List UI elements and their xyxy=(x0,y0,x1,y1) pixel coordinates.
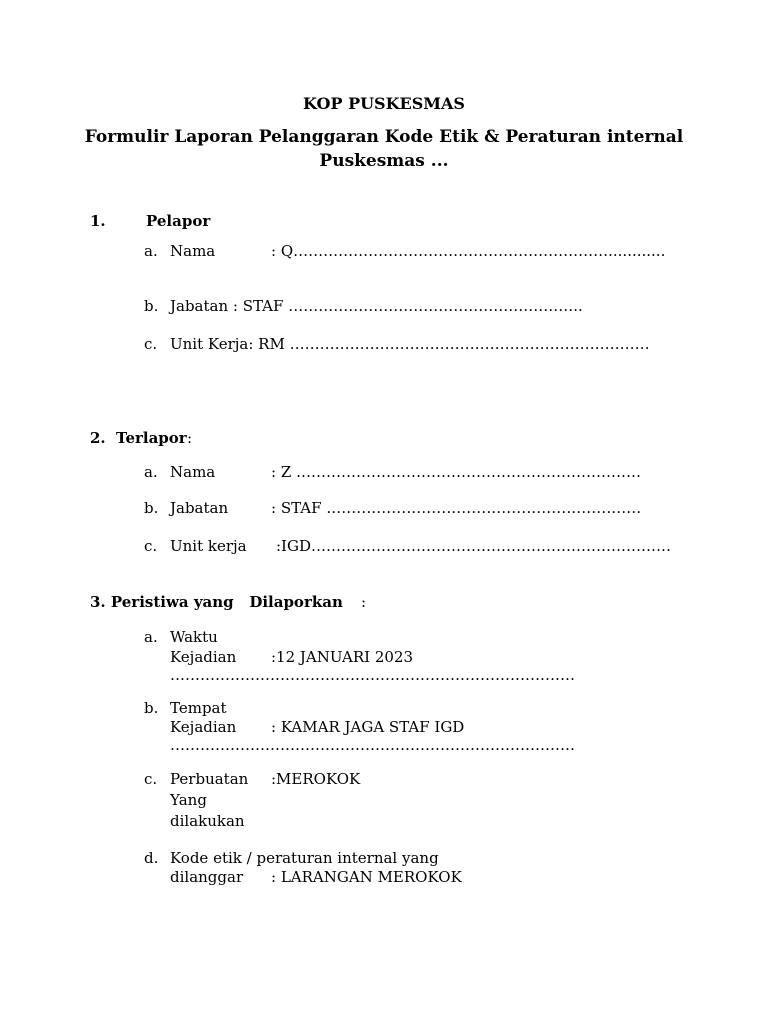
s3-item-a-letter: a. xyxy=(144,628,158,646)
section2-heading: Terlapor xyxy=(116,429,187,447)
s1-item-a-letter: a. xyxy=(144,242,158,260)
s3-waktu-dots: ……………………………………………………………………… xyxy=(170,666,575,684)
s2-jabatan-value: : STAF ……………………………………………………… xyxy=(271,499,642,517)
section1-number: 1. xyxy=(90,212,106,230)
s3-waktu-kejadian-label: Kejadian xyxy=(170,648,237,666)
s1-item-c-letter: c. xyxy=(144,335,158,353)
section1-heading: Pelapor xyxy=(146,212,211,230)
s3-tempat-value: : KAMAR JAGA STAF IGD xyxy=(271,718,465,736)
section2-colon: : xyxy=(187,429,193,447)
s1-nama-label: Nama xyxy=(170,242,216,260)
s1-jabatan: Jabatan : STAF ………………………………………………….. xyxy=(170,297,583,315)
s3-item-b-letter: b. xyxy=(144,699,159,717)
s3-waktu-value: :12 JANUARI 2023 xyxy=(271,648,414,666)
s2-nama-label: Nama xyxy=(170,463,216,481)
s2-item-a-letter: a. xyxy=(144,463,158,481)
s3-perbuatan-label: Perbuatan xyxy=(170,770,249,788)
s3-tempat: Tempat xyxy=(170,699,227,717)
form-title-line2: Puskesmas ... xyxy=(319,151,449,171)
s2-nama-value: : Z …………………………………………………………… xyxy=(271,463,642,481)
s2-item-c-letter: c. xyxy=(144,537,158,555)
section3-heading: 3. Peristiwa yang Dilaporkan xyxy=(90,593,343,611)
form-title-line1: Formulir Laporan Pelanggaran Kode Etik & Peraturan internal xyxy=(84,127,684,147)
s1-unit-kerja: Unit Kerja: RM ……………………………………………………………… xyxy=(170,335,650,353)
s3-perbuatan-value: :MEROKOK xyxy=(271,770,361,788)
s2-unit-kerja-label: Unit kerja xyxy=(170,537,247,555)
s2-jabatan-label: Jabatan xyxy=(170,499,229,517)
s1-nama-value: : Q………………………………………………………............ xyxy=(271,242,666,260)
s3-dilanggar-value: : LARANGAN MEROKOK xyxy=(271,868,462,886)
s3-tempat-dots: ……………………………………………………………………… xyxy=(170,736,575,754)
kop-title: KOP PUSKESMAS xyxy=(303,94,465,113)
s3-item-c-letter: c. xyxy=(144,770,158,788)
s3-perbuatan-dilakukan: dilakukan xyxy=(170,812,245,830)
s3-perbuatan-yang: Yang xyxy=(170,791,207,809)
s3-tempat-kejadian-label: Kejadian xyxy=(170,718,237,736)
s2-unit-kerja-value: :IGD……………………………………………………………… xyxy=(276,537,671,555)
section3-colon: : xyxy=(361,593,367,611)
s2-item-b-letter: b. xyxy=(144,499,159,517)
s3-item-d-letter: d. xyxy=(144,849,159,867)
section2-number: 2. xyxy=(90,429,106,447)
s1-item-b-letter: b. xyxy=(144,297,159,315)
s3-waktu: Waktu xyxy=(170,628,218,646)
s3-dilanggar-label: dilanggar xyxy=(170,868,244,886)
s3-kode-etik-label: Kode etik / peraturan internal yang xyxy=(170,849,439,867)
